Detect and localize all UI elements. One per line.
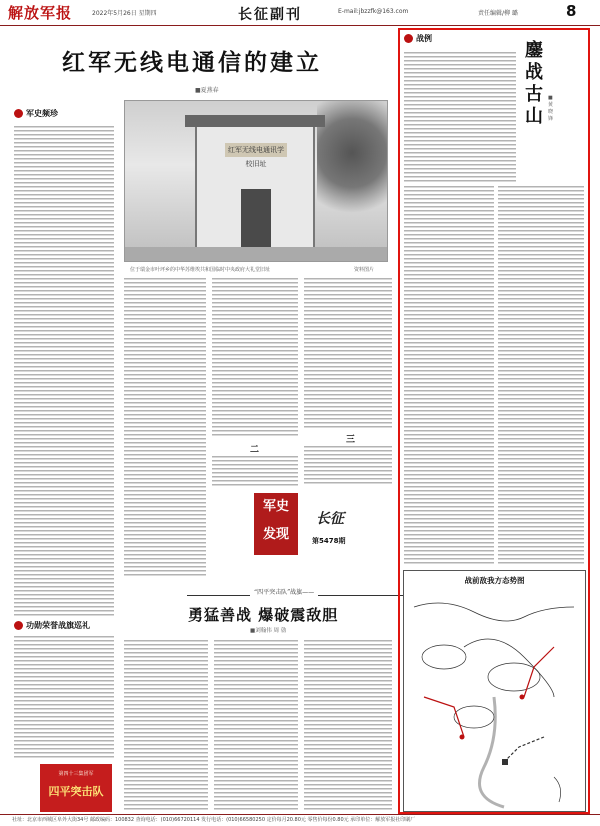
red-dot-icon bbox=[14, 621, 23, 630]
red-dot-icon bbox=[404, 34, 413, 43]
battle-text-1 bbox=[404, 52, 516, 182]
subhead-junshi: 军史频珍 bbox=[14, 108, 58, 122]
section-title: 长征副刊 bbox=[238, 7, 302, 23]
subhead-gongxun: 功勋荣誉战旗巡礼 bbox=[14, 620, 90, 634]
battle-situation-map bbox=[403, 570, 586, 812]
map-road bbox=[480, 697, 505, 807]
series-label: “四平突击队”战旗—— bbox=[250, 587, 318, 596]
ground bbox=[125, 247, 387, 261]
tree-shape bbox=[317, 101, 387, 231]
map-marker-3 bbox=[502, 759, 508, 765]
unit-honor-banner: 第四十三集团军 四平突击队 bbox=[40, 764, 112, 812]
article-text-col1b bbox=[14, 636, 114, 760]
battle-example-head: 战例 bbox=[404, 33, 432, 44]
article-text-col3a bbox=[212, 278, 298, 438]
contact-email: E-mail:jbzzfk@163.com bbox=[338, 8, 409, 15]
battle-title-vertical: 鏖战古山 bbox=[525, 40, 543, 127]
map-river-1 bbox=[414, 603, 574, 621]
gate-building bbox=[195, 123, 315, 251]
military-history-badge: 军史 发现 bbox=[254, 493, 298, 555]
brush-calligraphy: 长征 bbox=[316, 511, 344, 527]
story-title: 勇猛善战 爆破震敌胆 bbox=[188, 606, 339, 624]
gate-plaque: 红军无线电通讯学校旧址 bbox=[225, 143, 287, 157]
map-graphic bbox=[404, 587, 587, 809]
editor-credit: 责任编辑/柳 璐 bbox=[478, 10, 518, 17]
map-marker-2 bbox=[520, 695, 525, 700]
map-attack-arrow-2 bbox=[524, 647, 554, 697]
masthead bbox=[0, 0, 600, 26]
footer-info: 社址：北京市西城区阜外大街34号 邮政编码：100832 查询电话：(010)66720114 发行电话：(010)66580250 定价每月20.80元 零售价每份0.80元 承印单位：解放军报社印刷厂 bbox=[0, 814, 600, 826]
story-text-col2 bbox=[214, 640, 298, 810]
article-text-col4a bbox=[304, 278, 392, 428]
photo-credit: 资料图片 bbox=[354, 267, 375, 273]
issue-number: 第5478期 bbox=[312, 537, 346, 545]
article-text-col1 bbox=[14, 126, 114, 616]
article-text-col3b bbox=[212, 456, 298, 486]
newspaper-logo: 解放军报 bbox=[8, 4, 73, 22]
article-author: ■夏燕春 bbox=[195, 87, 219, 94]
battle-text-3 bbox=[498, 186, 584, 566]
story-author: ■刘翰伟 周 勍 bbox=[250, 628, 287, 634]
page-number: 8 bbox=[566, 2, 577, 20]
historic-building-photo bbox=[124, 100, 388, 262]
map-river-2 bbox=[464, 639, 554, 697]
battle-text-2 bbox=[404, 186, 494, 566]
story-text-col1 bbox=[124, 640, 208, 810]
map-contour-2 bbox=[488, 663, 540, 691]
map-title: 战前敌我方态势图 bbox=[464, 576, 525, 585]
article-text-col4b bbox=[304, 446, 392, 486]
section-number-3: 三 bbox=[346, 435, 356, 445]
map-marker-1 bbox=[460, 735, 465, 740]
map-contour-1 bbox=[422, 645, 466, 669]
red-dot-icon bbox=[14, 109, 23, 118]
section-number-2: 二 bbox=[250, 445, 260, 455]
gate-roof bbox=[185, 115, 325, 127]
issue-date: 2022年5月26日 星期四 bbox=[92, 10, 157, 17]
article-text-col2 bbox=[124, 278, 206, 578]
story-text-col3 bbox=[304, 640, 392, 810]
photo-caption: 位于瑞金市叶坪乡的中华苏维埃共和国临时中央政府大礼堂旧址 bbox=[130, 267, 271, 273]
battle-author-vertical: ■黄晓锋 bbox=[548, 95, 554, 122]
map-enemy-arrow bbox=[504, 737, 544, 762]
map-river-3 bbox=[554, 777, 561, 802]
article-title: 红军无线电通信的建立 bbox=[62, 49, 322, 76]
gate-door bbox=[241, 189, 271, 251]
map-attack-arrow-1 bbox=[424, 697, 464, 737]
